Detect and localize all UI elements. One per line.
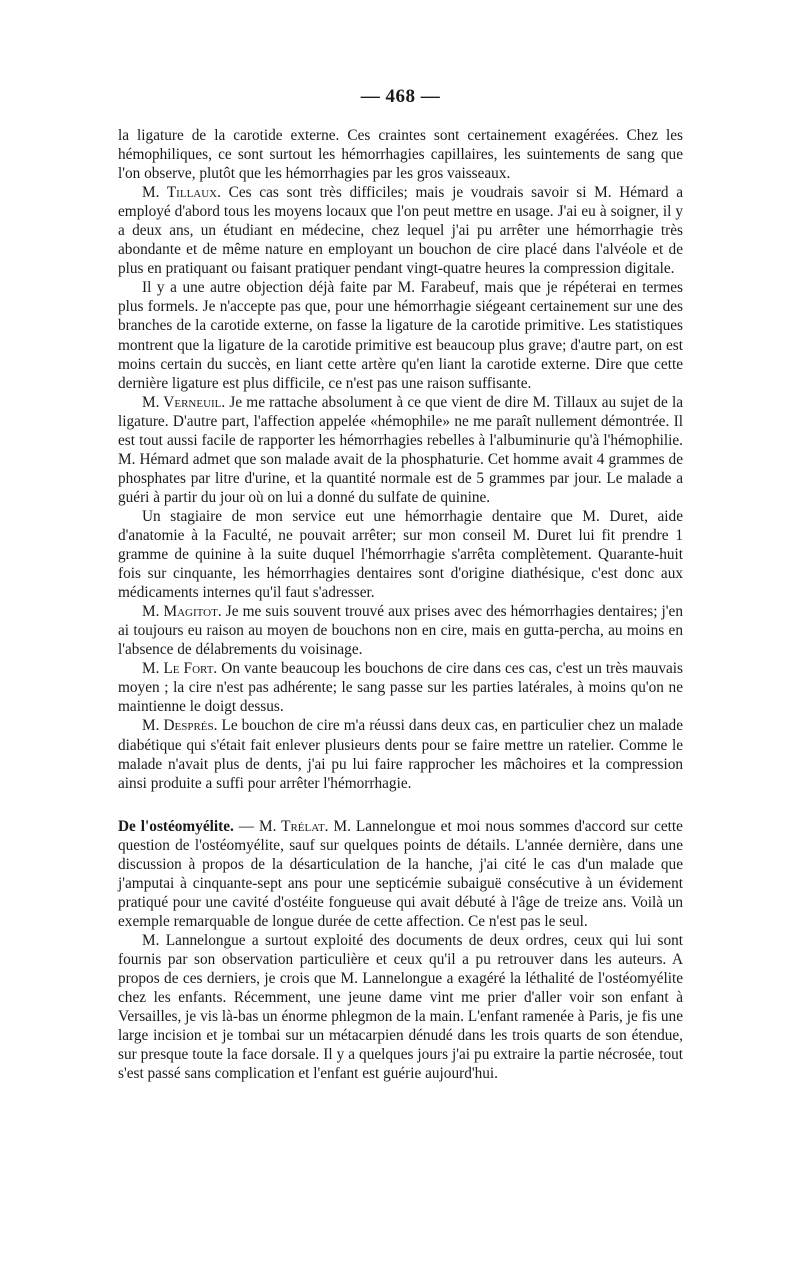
paragraph-text: Il y a une autre objection déjà faite par M. Farabeuf, mais que je répéterai en termes plus formels. Je n'accepte pas que, pour une hémorrhagie siégeant certainement sur une des branches de la carotide externe, on fasse la ligature de la carotide primitive. Les statistiques montrent que la ligature de la carotide primitive est beaucoup plus grave; d'autre part, on est moins certain du succès, en liant cette artère qu'en liant la carotide externe. Dire que cette dernière ligature est plus difficile, ce n'est pas une raison suffisante. [118,279,683,392]
paragraph-text: Le bouchon de cire m'a réussi dans deux cas, en particulier chez un malade diabétique qui s'était fait enlever plusieurs dents pour se faire mettre un ratelier. Comme le malade n'avait plus de dents, j'ai pu lui faire rapprocher les mâchoires et la compression ainsi produite a suffi pour arrêter l'hémorrhagie. [118,717,683,792]
speaker-name: M. Verneuil. [142,393,226,411]
section-osteomyelite-start: De l'ostéomyélite. — M. Trélat. M. Lannelongue et moi nous sommes d'accord sur cette question de l'ostéomyélite, sauf sur quelques points de détails. L'année dernière, dans une discussion à propos de la désarticulation de la hanche, j'ai cité le cas d'un malade que j'amputai à cinquante-sept ans pour une septicémie subaiguë consécutive à un évidement pratiqué pour une cavité d'ostéite fongueuse qui avait débuté à l'âge de treize ans. Voilà un exemple remarquable de longue durée de cette affection. Ce n'est pas le seul. [118,817,683,930]
paragraph-despres [118,716,683,792]
speaker-name: M. Magitot. [142,603,222,621]
paragraph-text: On vante beaucoup les bouchons de cire dans ces cas, c'est un très mauvais moyen ; la cire n'est pas adhérente; le sang passe sur les parties latérales, à moins qu'on ne maintienne le doigt dessus. [118,660,683,716]
paragraph-text: la ligature de la carotide externe. Ces craintes sont certainement exagérées. Chez les hémophiliques, ce sont surtout les hémorrhagies capillaires, les suintements de sang que l'on observe, plutôt que les hémorrhagies par les gros vaisseaux. [118,127,683,183]
speaker-name: M. Trélat. [259,817,329,835]
section-title: De l'ostéomyélite. [118,817,234,835]
paragraph-text: Je me suis souvent trouvé aux prises avec des hémorrhagies dentaires; j'en ai toujours eu raison au moyen de bouchons non en cire, mais en gutta-percha, au moins en l'absence de délabrements du voisinage. [118,603,683,659]
paragraph-magitot [118,602,683,659]
paragraph-text: M. Lannelongue a surtout exploité des documents de deux ordres, ceux qui lui sont fournis par son observation particulière et ceux qu'il a pu retrouver dans les auteurs. A propos de ces derniers, je crois que M. Lannelongue a exagéré la léthalité de l'ostéomyélite chez les enfants. Récemment, une jeune dame vint me prier d'aller voir son enfant à Versailles, je vis là-bas un énorme phlegmon de la main. L'enfant ramenée à Paris, je fis une large incision et je tombai sur un métacarpien dénudé dans les trois quarts de son étendue, sur presque toute la face dorsale. Il y a quelques jours j'ai pu extraire la partie nécrosée, tout s'est passé sans complication et l'enfant est guérie aujourd'hui. [118,931,683,1083]
paragraph-tillaux [118,183,683,278]
paragraph-5 [118,507,683,602]
speaker-name: M. Després. [142,717,218,735]
document-page [118,0,683,1083]
page-number: — 468 — [360,86,441,107]
paragraph-text: Un stagiaire de mon service eut une hémorrhagie dentaire que M. Duret, aide d'anatomie à la Faculté, ne pouvait arrêter; sur mon conseil M. Duret lui fit prendre 1 gramme de quinine à la suite duquel l'hémorrhagie s'arrêta complètement. Quarante-huit fois sur cinquante, les hémorrhagies dentaires sont d'origine diathésique, c'est donc aux médicaments internes qu'il faut s'adresser. [118,507,683,602]
speaker-name: M. Le Fort. [142,660,218,678]
paragraph-text: Je me rattache absolument à ce que vient de dire M. Tillaux au sujet de la ligature. D'autre part, l'affection appelée «hémophile» ne me paraît nullement démontrée. Il est tout aussi facile de rapporter les hémorrhagies rebelles à l'albuminurie qu'à l'hémophilie. M. Hémard admet que son malade avait de la phosphaturie. Cet homme avait 4 grammes de phosphates par litre d'urine, et la quantité normale est de 5 grammes par jour. Le malade a guéri à partir du jour où on lui a donné du sulfate de quinine. [118,393,684,506]
paragraph-le-fort [118,659,683,716]
paragraph-1 [118,126,683,183]
paragraph-text: Ces cas sont très difficiles; mais je voudrais savoir si M. Hémard a employé d'abord tous les moyens locaux que l'on peut mettre en usage. J'ai eu à soigner, il y a deux ans, un étudiant en médecine, chez lequel j'ai pu arrêter une hémorrhagie très abondante et de même nature en employant un bouchon de cire placé dans l'alvéole et de plus en pratiquant ou faisant pratiquer pendant vingt-quatre heures la compression digitale. [118,184,683,278]
paragraph-3 [118,278,683,392]
paragraph-text: M. Lannelongue et moi nous sommes d'accord sur cette question de l'ostéomyélite, sauf sur quelques points de détails. L'année dernière, dans une discussion à propos de la désarticulation de la hanche, j'ai cité le cas d'un malade que j'amputai à cinquante-sept ans pour une septicémie subaiguë consécutive à un évidement pratiqué pour une cavité d'ostéite fongueuse qui avait débuté à l'âge de treize ans. Voilà un exemple remarquable de longue durée de cette affection. Ce n'est pas le seul. [118,817,683,930]
speaker-name: M. Tillaux. [142,184,221,202]
paragraph-verneuil [118,393,683,507]
paragraph-lannelongue [118,931,683,1083]
